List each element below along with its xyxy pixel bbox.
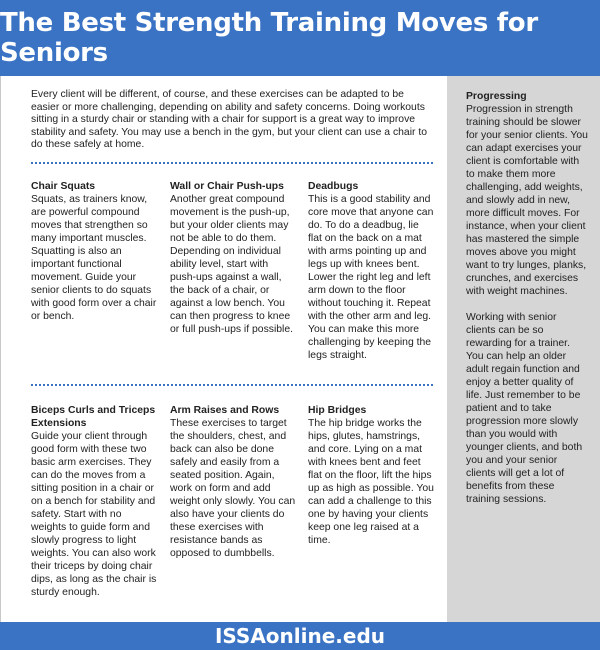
sidebar-paragraph-1: Progression in strength training should be slower for your senior clients. You can adapt exercises your client is comfortable with to make them more challenging, add weights, and slowly add in new, more difficult moves. For instance, when your client has mastered the simple moves above you might want to try lunges, planks, crunches, and exercises with weight machines. (466, 104, 588, 297)
exercise-title: Deadbugs (308, 181, 359, 192)
exercise-title: Arm Raises and Rows (170, 405, 280, 416)
footer-url[interactable]: ISSAonline.edu (214, 624, 386, 648)
exercise-body: This is a good stability and core move that anyone can do. To do a deadbug, lie flat on the back on a mat with arms pointing up and legs up with knees bent. Lower the right leg and left arm down to the floor without touching it. Repeat with the other arm and leg. You can make this more challenging by keeping the legs straight. (308, 194, 434, 361)
exercise-chair-squats (31, 180, 157, 323)
header-banner (0, 0, 600, 76)
exercise-title: Wall or Chair Push-ups (170, 181, 284, 192)
sidebar-paragraph-2: Working with senior clients can be so rewarding for a trainer. You can help an older adult regain function and enjoy a better quality of life. Just remember to be patient and to take progression more slowly than you would with younger clients, and both you and your senior clients will get a lot of benefits from these training sessions. (466, 312, 583, 505)
exercise-deadbugs (308, 180, 434, 362)
page-title: The Best Strength Training Moves for Seniors (0, 8, 538, 68)
progressing-sidebar (447, 76, 600, 622)
exercise-body: These exercises to target the shoulders, chest, and back can also be done safely and easily from a seated position. Again, work on form and add weight only slowly. You can also have your clients do these exercises with resistance bands as opposed to dumbbells. (170, 418, 296, 559)
exercise-body: Another great compound movement is the push-up, but your older clients may not be able to do them. Depending on individual ability level, start with push-ups against a wall, the back of a chair, or against a low bench. You can then progress to knee or full push-ups if possible. (170, 194, 294, 335)
exercise-biceps-triceps (31, 404, 157, 599)
intro-paragraph: Every client will be different, of course, and these exercises can be adapted to be easier or more challenging, depending on ability and safety concerns. Doing workouts sitting in a sturdy chair or standing with a chair for support is a great way to improve stability and safety. You may use a bench in the gym, but your client can use a chair to do these safely at home. (31, 89, 428, 150)
exercise-title: Chair Squats (31, 181, 96, 192)
exercise-arm-raises-rows (170, 404, 296, 560)
exercise-body: Squats, as trainers know, are powerful compound moves that strengthen so many important muscles. Squatting is also an important functional movement. Guide your senior clients to do squats with good form over a chair or bench. (31, 194, 157, 322)
footer-banner (0, 622, 600, 650)
sidebar-content (466, 90, 588, 506)
exercise-title: Hip Bridges (308, 405, 367, 416)
main-content (0, 76, 447, 622)
exercise-body: The hip bridge works the hips, glutes, hamstrings, and core. Lying on a mat with knees bent and feet flat on the floor, lift the hips up as high as possible. You can add a challenge to this one by having your clients keep one leg raised at a time. (308, 418, 434, 546)
exercise-hip-bridges (308, 404, 434, 547)
dotted-divider-top (31, 162, 433, 164)
exercise-body: Guide your client through good form with these two basic arm exercises. They can do the moves from a sitting position in a chair or on a bench for stability and safety. Start with no weights to guide form and slowly progress to light weights. You can also work their triceps by doing chair dips, as long as the chair is sturdy enough. (31, 431, 157, 598)
sidebar-title: Progressing (466, 91, 527, 102)
exercise-push-ups (170, 180, 296, 336)
dotted-divider-middle (31, 384, 433, 386)
exercise-title: Biceps Curls and Triceps Extensions (31, 405, 156, 429)
